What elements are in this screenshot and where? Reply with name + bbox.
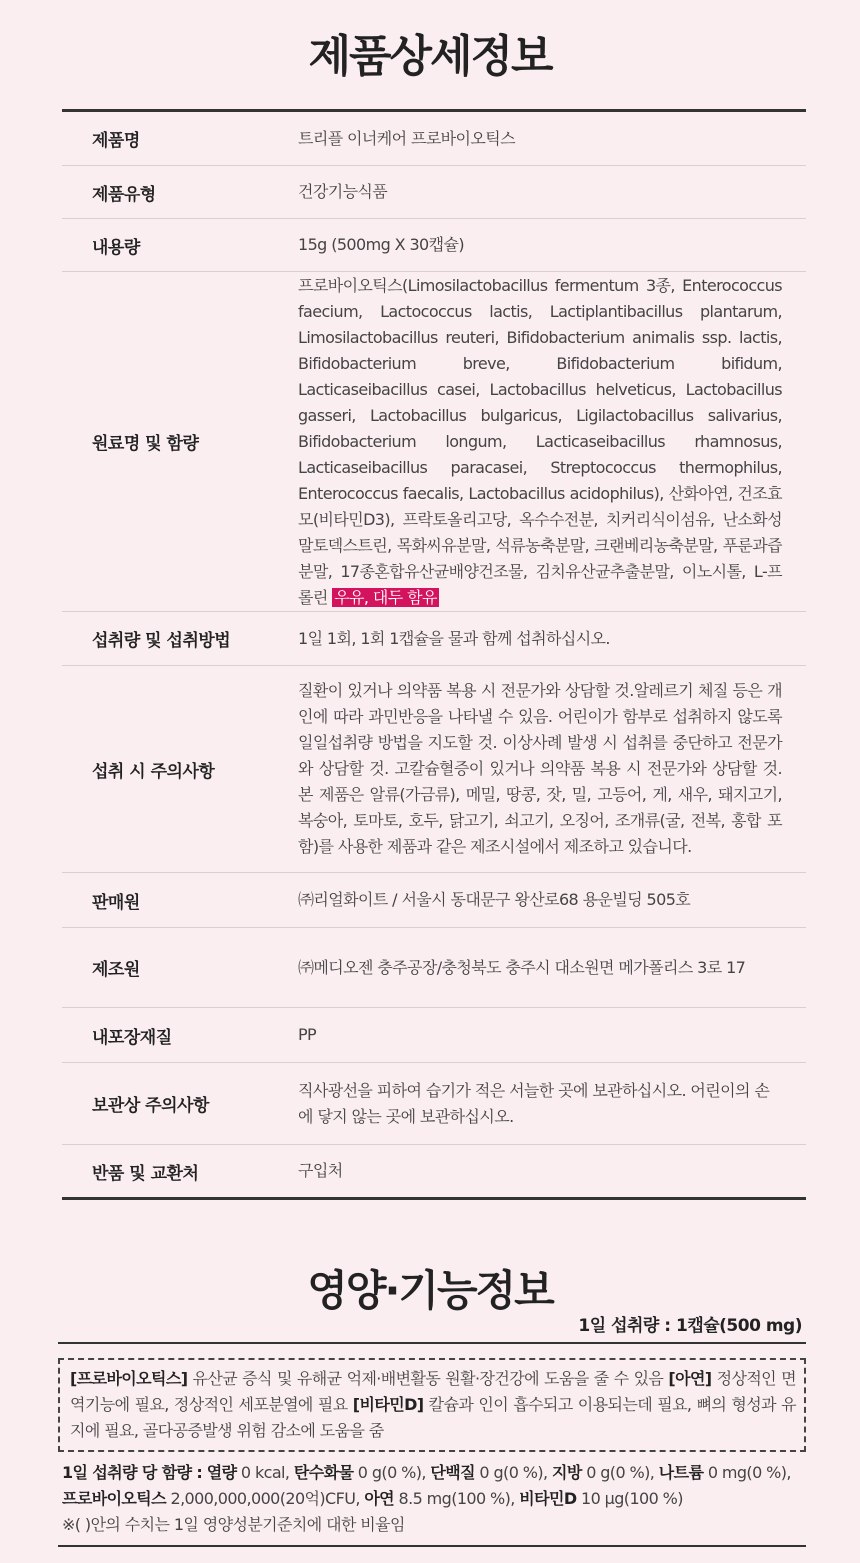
row-value <box>298 273 806 611</box>
row-value: PP <box>298 1025 317 1044</box>
function-text: 칼슘과 인이 흡수되고 이용되는데 필요, 뼈의 형성과 유지에 필요, 골다공증발생 위험 감소에 도움을 줌 <box>70 1395 796 1440</box>
table-row <box>62 219 806 272</box>
product-detail-title: 제품상세정보 <box>308 31 552 82</box>
table-row <box>62 1063 806 1145</box>
nutrient-value: 8.5 mg(100 %), <box>394 1489 520 1508</box>
nutrient-name: 비타민D <box>519 1489 577 1508</box>
function-name: [아연] <box>668 1369 712 1388</box>
nutrient-value: 0 mg(0 %), <box>703 1463 791 1482</box>
function-text: 유산균 증식 및 유해균 억제·배변활동 원활·장건강에 도움을 줄 수 있음 <box>187 1369 669 1388</box>
nutrient-name: 단백질 <box>430 1463 475 1482</box>
table-row <box>62 666 806 873</box>
nutrient-value: 10 μg(100 %) <box>576 1489 683 1508</box>
nutrient-content <box>62 1460 806 1538</box>
nutrient-value: 0 kcal, <box>236 1463 294 1482</box>
footnote: ※( )안의 수치는 1일 영양성분기준치에 대한 비율임 <box>62 1515 405 1534</box>
nutrient-line <box>62 1460 806 1512</box>
row-value: 직사광선을 피하여 습기가 적은 서늘한 곳에 보관하십시오. 어린이의 손에 닿지 않는 곳에 보관하십시오. <box>298 1080 770 1126</box>
row-value: ㈜메디오젠 충주공장/충청북도 충주시 대소원면 메가폴리스 3로 17 <box>298 957 746 977</box>
divider <box>58 1545 806 1547</box>
row-value: 15g (500mg X 30캡슐) <box>298 235 464 254</box>
table-row <box>62 272 806 612</box>
nutrient-name: 나트륨 <box>658 1463 704 1482</box>
function-name: [프로바이오틱스] <box>70 1369 188 1388</box>
allergen-badge: 우유, 대두 함유 <box>334 587 437 607</box>
table-row <box>62 612 806 666</box>
nutrient-value: 0 g(0 %), <box>353 1463 431 1482</box>
row-label: 보관상 주의사항 <box>92 1096 209 1116</box>
table-row <box>62 166 806 219</box>
row-label: 섭취 시 주의사항 <box>92 761 215 782</box>
nutrient-name: 프로바이오틱스 <box>62 1489 166 1508</box>
table-row <box>62 1008 806 1063</box>
nutrient-name: 지방 <box>551 1463 582 1482</box>
table-row <box>62 873 806 928</box>
row-label: 판매원 <box>92 892 140 913</box>
row-label: 원료명 및 함량 <box>92 434 199 454</box>
row-label: 반품 및 교환처 <box>92 1163 199 1184</box>
nutrient-name: 열량 <box>206 1463 237 1482</box>
row-label: 내포장재질 <box>92 1027 172 1048</box>
row-label: 내용량 <box>92 237 140 258</box>
row-value: 1일 1회, 1회 1캡슐을 물과 함께 섭취하십시오. <box>298 628 610 648</box>
nutrient-value: 0 g(0 %), <box>581 1463 659 1482</box>
table-row <box>62 1145 806 1197</box>
row-value: ㈜리얼화이트 / 서울시 동대문구 왕산로68 용운빌딩 505호 <box>298 890 691 909</box>
table-row <box>62 112 806 166</box>
row-value: 트리플 이너케어 프로바이오틱스 <box>298 128 515 148</box>
row-label: 제조원 <box>92 960 140 980</box>
ingredient-text: 프로바이오틱스(Limosilactobacillus fermentum 3종, Enterococcus faecium, Lactococcus lactis, Lactiplantibacillus plantarum, Limosilactobacillus reuteri, Bifidobacterium animalis ssp. lactis, Bifidobacterium breve, Bifidobacterium bifidum, Lacticaseibacillus casei, Lactobacillus helveticus, Lactobacillus gasseri, Lactobacillus bulgaricus, Ligilactobacillus salivarius, Bifidobacterium longum, Lacticaseibacillus rhamnosus, Lacticaseibacillus paracasei, Streptococcus thermophilus, Enterococcus faecalis, Lactobacillus acidophilus), 산화아연, 건조효모(비타민D3), 프락토올리고당, 옥수수전분, 치커리식이섬유, 난소화성말토덱스트린, 목화씨유분말, 석류농축분말, 크랜베리농축분말, 푸룬과즙분말, 17종혼합유산균배양건조물, 김치유산균추출분말, 이노시톨, L-프롤린 <box>298 275 782 607</box>
row-label: 제품유형 <box>92 184 156 205</box>
nutrient-name: 아연 <box>364 1489 395 1508</box>
function-text: 정상적인 면역기능에 필요, 정상적인 세포분열에 필요 <box>70 1369 796 1414</box>
function-claims-box <box>58 1358 806 1452</box>
nutrient-value: 0 g(0 %), <box>474 1463 552 1482</box>
row-label: 제품명 <box>92 131 140 151</box>
row-label: 섭취량 및 섭취방법 <box>92 631 231 651</box>
row-value: 구입처 <box>298 1161 343 1180</box>
product-info-table <box>62 109 806 1200</box>
nutrient-name: 탄수화물 <box>293 1463 354 1482</box>
daily-serving: 1일 섭취량 : 1캡슐(500 mg) <box>578 1316 802 1336</box>
nutrition-function-title: 영양·기능정보 <box>307 1266 553 1315</box>
divider <box>58 1342 806 1344</box>
function-name: [비타민D] <box>352 1395 424 1414</box>
nutrient-value: 2,000,000,000(20억)CFU, <box>166 1489 365 1508</box>
row-value: 질환이 있거나 의약품 복용 시 전문가와 상담할 것.알레르기 체질 등은 개인에 따라 과민반응을 나타낼 수 있음. 어린이가 함부로 섭취하지 않도록 일일섭취량 방법을 지도할 것. 이상사례 발생 시 섭취를 중단하고 전문가와 상담할 것. 고칼슘혈증이 있거나 의약품 복용 시 전문가와 상담할 것. 본 제품은 알류(가금류), 메밀, 땅콩, 잣, 밀, 고등어, 게, 새우, 돼지고기, 복숭아, 토마토, 호두, 닭고기, 쇠고기, 오징어, 조개류(굴, 전복, 홍합 포함)를 사용한 제품과 같은 제조시설에서 제조하고 있습니다. <box>298 681 782 856</box>
row-value: 건강기능식품 <box>298 182 388 201</box>
table-row <box>62 928 806 1008</box>
nutrient-intro: 1일 섭취량 당 함량 : <box>62 1463 203 1482</box>
